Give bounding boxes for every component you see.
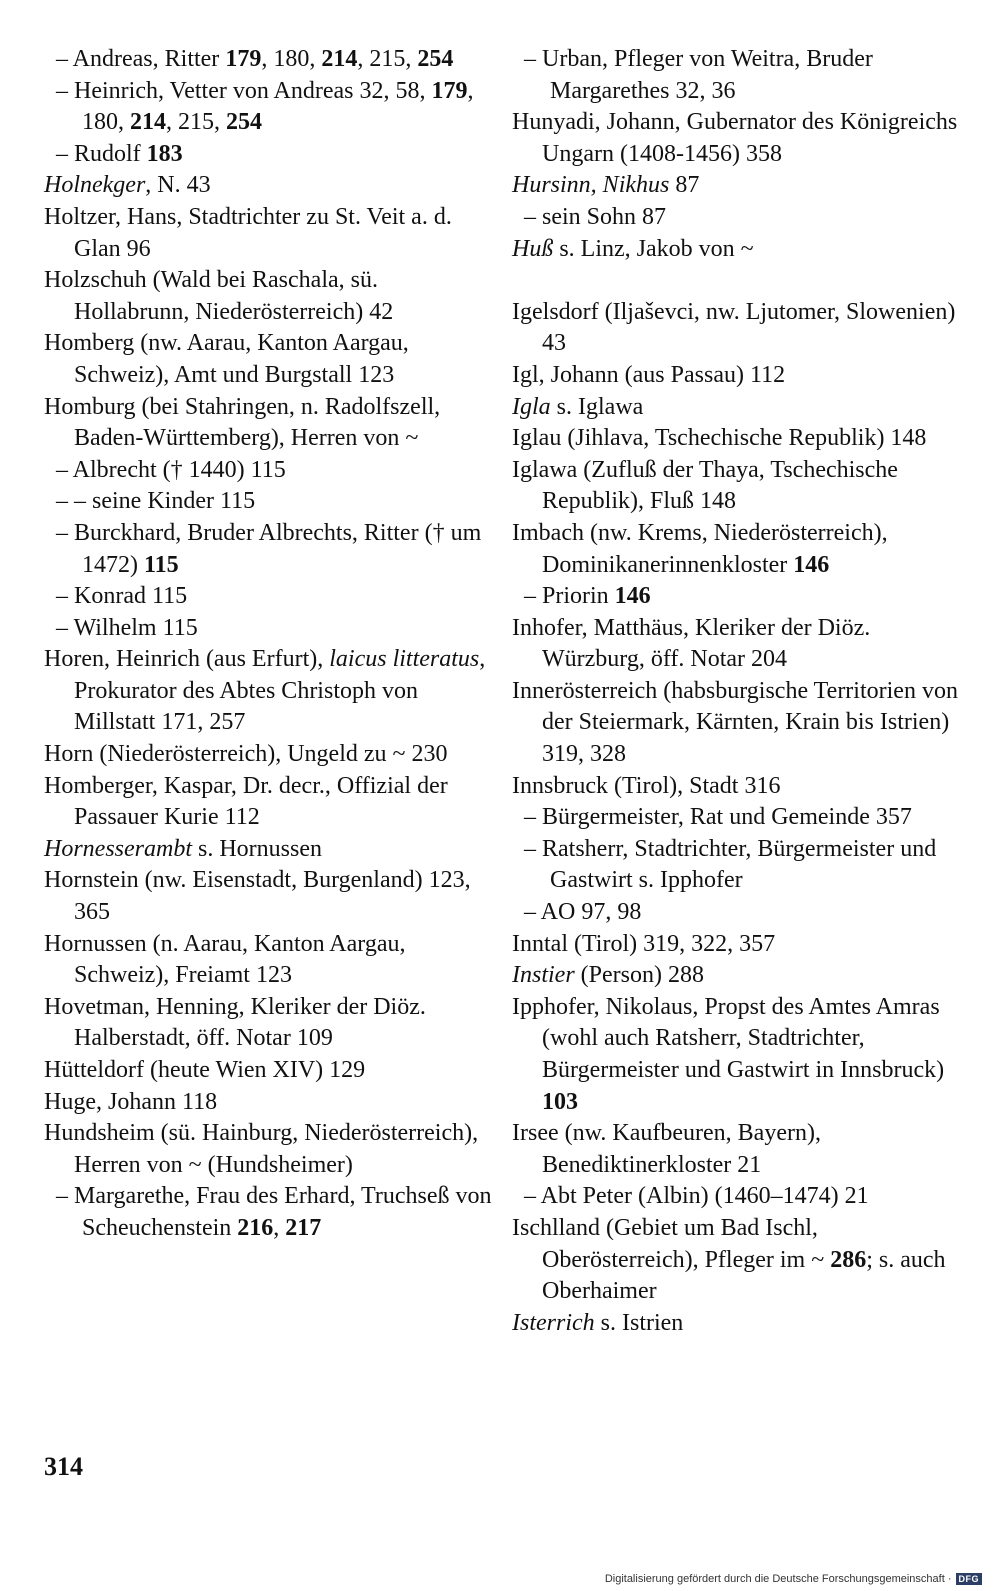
index-subentry: – Wilhelm 115 — [56, 614, 198, 641]
index-entry: Hursinn, Nikhus 87 — [512, 172, 700, 199]
index-entry: Hunyadi, Johann, Gubernator des Königreichs Ungarn (1408-1456) 358 — [512, 109, 958, 167]
index-entry: Inntal (Tirol) 319, 322, 357 — [512, 930, 776, 957]
index-entry: Irsee (nw. Kaufbeuren, Bayern), Benediktinerkloster 21 — [512, 1120, 821, 1178]
index-entry: Innsbruck (Tirol), Stadt 316 — [512, 772, 781, 799]
index-entry: Holtzer, Hans, Stadtrichter zu St. Veit a. d. Glan 96 — [44, 203, 452, 262]
index-entry: Hornussen (n. Aarau, Kanton Aargau, Schweiz), Freiamt 123 — [44, 930, 406, 989]
index-subentry: – – seine Kinder 115 — [56, 488, 256, 515]
index-entry: Hovetman, Henning, Kleriker der Diöz. Halberstadt, öff. Notar 109 — [44, 993, 426, 1052]
index-subentry: – Burckhard, Bruder Albrechts, Ritter († um 1472) 115 — [56, 519, 482, 578]
index-entry: Hornstein (nw. Eisenstadt, Burgenland) 123, 365 — [44, 867, 471, 926]
index-subentry: – Margarethe, Frau des Erhard, Truchseß von Scheuchenstein 216, 217 — [56, 1183, 492, 1241]
index-entry: Huß s. Linz, Jakob von ~ — [512, 235, 754, 262]
index-entry: Holzschuh (Wald bei Raschala, sü. Hollabrunn, Niederösterreich) 42 — [44, 267, 394, 325]
page-number: 314 — [44, 1452, 83, 1481]
index-subentry: – Heinrich, Vetter von Andreas 32, 58, 179, 180, 214, 215, 254 — [56, 77, 474, 136]
index-subentry: – sein Sohn 87 — [524, 203, 667, 230]
index-subentry: – Rudolf 183 — [56, 140, 183, 167]
digitization-footer — [605, 1573, 982, 1585]
index-entry: Igla s. Iglawa — [512, 393, 644, 420]
index-entry: Hundsheim (sü. Hainburg, Niederösterreich), Herren von ~ (Hundsheimer) — [44, 1120, 479, 1178]
index-entry: Innerösterreich (habsburgische Territorien von der Steiermark, Kärnten, Krain bis Istrien) 319, 328 — [512, 677, 958, 768]
index-subentry: – Priorin 146 — [524, 583, 651, 610]
index-column-left — [44, 44, 494, 1245]
footer-text: Digitalisierung gefördert durch die Deutsche Forschungsgemeinschaft · — [604, 1573, 952, 1585]
index-subentry: – Urban, Pfleger von Weitra, Bruder Margarethes 32, 36 — [524, 46, 873, 104]
index-entry: Instier (Person) 288 — [512, 962, 704, 989]
index-entry: Inhofer, Matthäus, Kleriker der Diöz. Würzburg, öff. Notar 204 — [512, 614, 871, 673]
index-entry: Homberg (nw. Aarau, Kanton Aargau, Schweiz), Amt und Burgstall 123 — [44, 330, 409, 388]
index-entry: Iglawa (Zufluß der Thaya, Tschechische Republik), Fluß 148 — [512, 456, 898, 515]
index-entry: Huge, Johann 118 — [44, 1088, 218, 1115]
index-entry: Horn (Niederösterreich), Ungeld zu ~ 230 — [44, 741, 448, 768]
index-entry: Horen, Heinrich (aus Erfurt), laicus litteratus, Prokurator des Abtes Christoph von Millstatt 171, 257 — [44, 646, 486, 736]
index-entry: Iglau (Jihlava, Tschechische Republik) 148 — [512, 425, 927, 452]
index-entry: Homberger, Kaspar, Dr. decr., Offizial der Passauer Kurie 112 — [44, 772, 448, 831]
index-entry: Ipphofer, Nikolaus, Propst des Amtes Amras (wohl auch Ratsherr, Stadtrichter, Bürgermeister und Gastwirt in Innsbruck) 103 — [512, 993, 945, 1115]
index-subentry: – Andreas, Ritter 179, 180, 214, 215, 254 — [56, 46, 454, 72]
index-gap — [512, 265, 967, 297]
dfg-logo: DFG — [956, 1573, 983, 1585]
index-entry: Holnekger, N. 43 — [44, 172, 211, 199]
index-subentry: – Bürgermeister, Rat und Gemeinde 357 — [524, 804, 912, 831]
index-entry: Igelsdorf (Iljaševci, nw. Ljutomer, Slowenien) 43 — [512, 298, 956, 357]
index-entry: Hornesserambt s. Hornussen — [44, 835, 322, 862]
index-entry: Hütteldorf (heute Wien XIV) 129 — [44, 1057, 366, 1083]
index-entry: Ischlland (Gebiet um Bad Ischl, Oberösterreich), Pfleger im ~ 286; s. auch Oberhaimer — [512, 1214, 946, 1305]
index-subentry: – Albrecht († 1440) 115 — [56, 456, 286, 483]
index-entry: Igl, Johann (aus Passau) 112 — [512, 361, 786, 388]
index-subentry: – Ratsherr, Stadtrichter, Bürgermeister und Gastwirt s. Ipphofer — [524, 835, 937, 894]
index-entry: Homburg (bei Stahringen, n. Radolfszell, Baden-Württemberg), Herren von ~ — [44, 393, 441, 452]
index-entry: Isterrich s. Istrien — [512, 1309, 684, 1336]
index-subentry: – Abt Peter (Albin) (1460–1474) 21 — [524, 1183, 869, 1210]
index-subentry: – Konrad 115 — [56, 583, 188, 610]
index-subentry: – AO 97, 98 — [524, 899, 642, 926]
index-column-right — [512, 44, 967, 1339]
index-entry: Imbach (nw. Krems, Niederösterreich), Dominikanerinnenkloster 146 — [512, 519, 888, 578]
